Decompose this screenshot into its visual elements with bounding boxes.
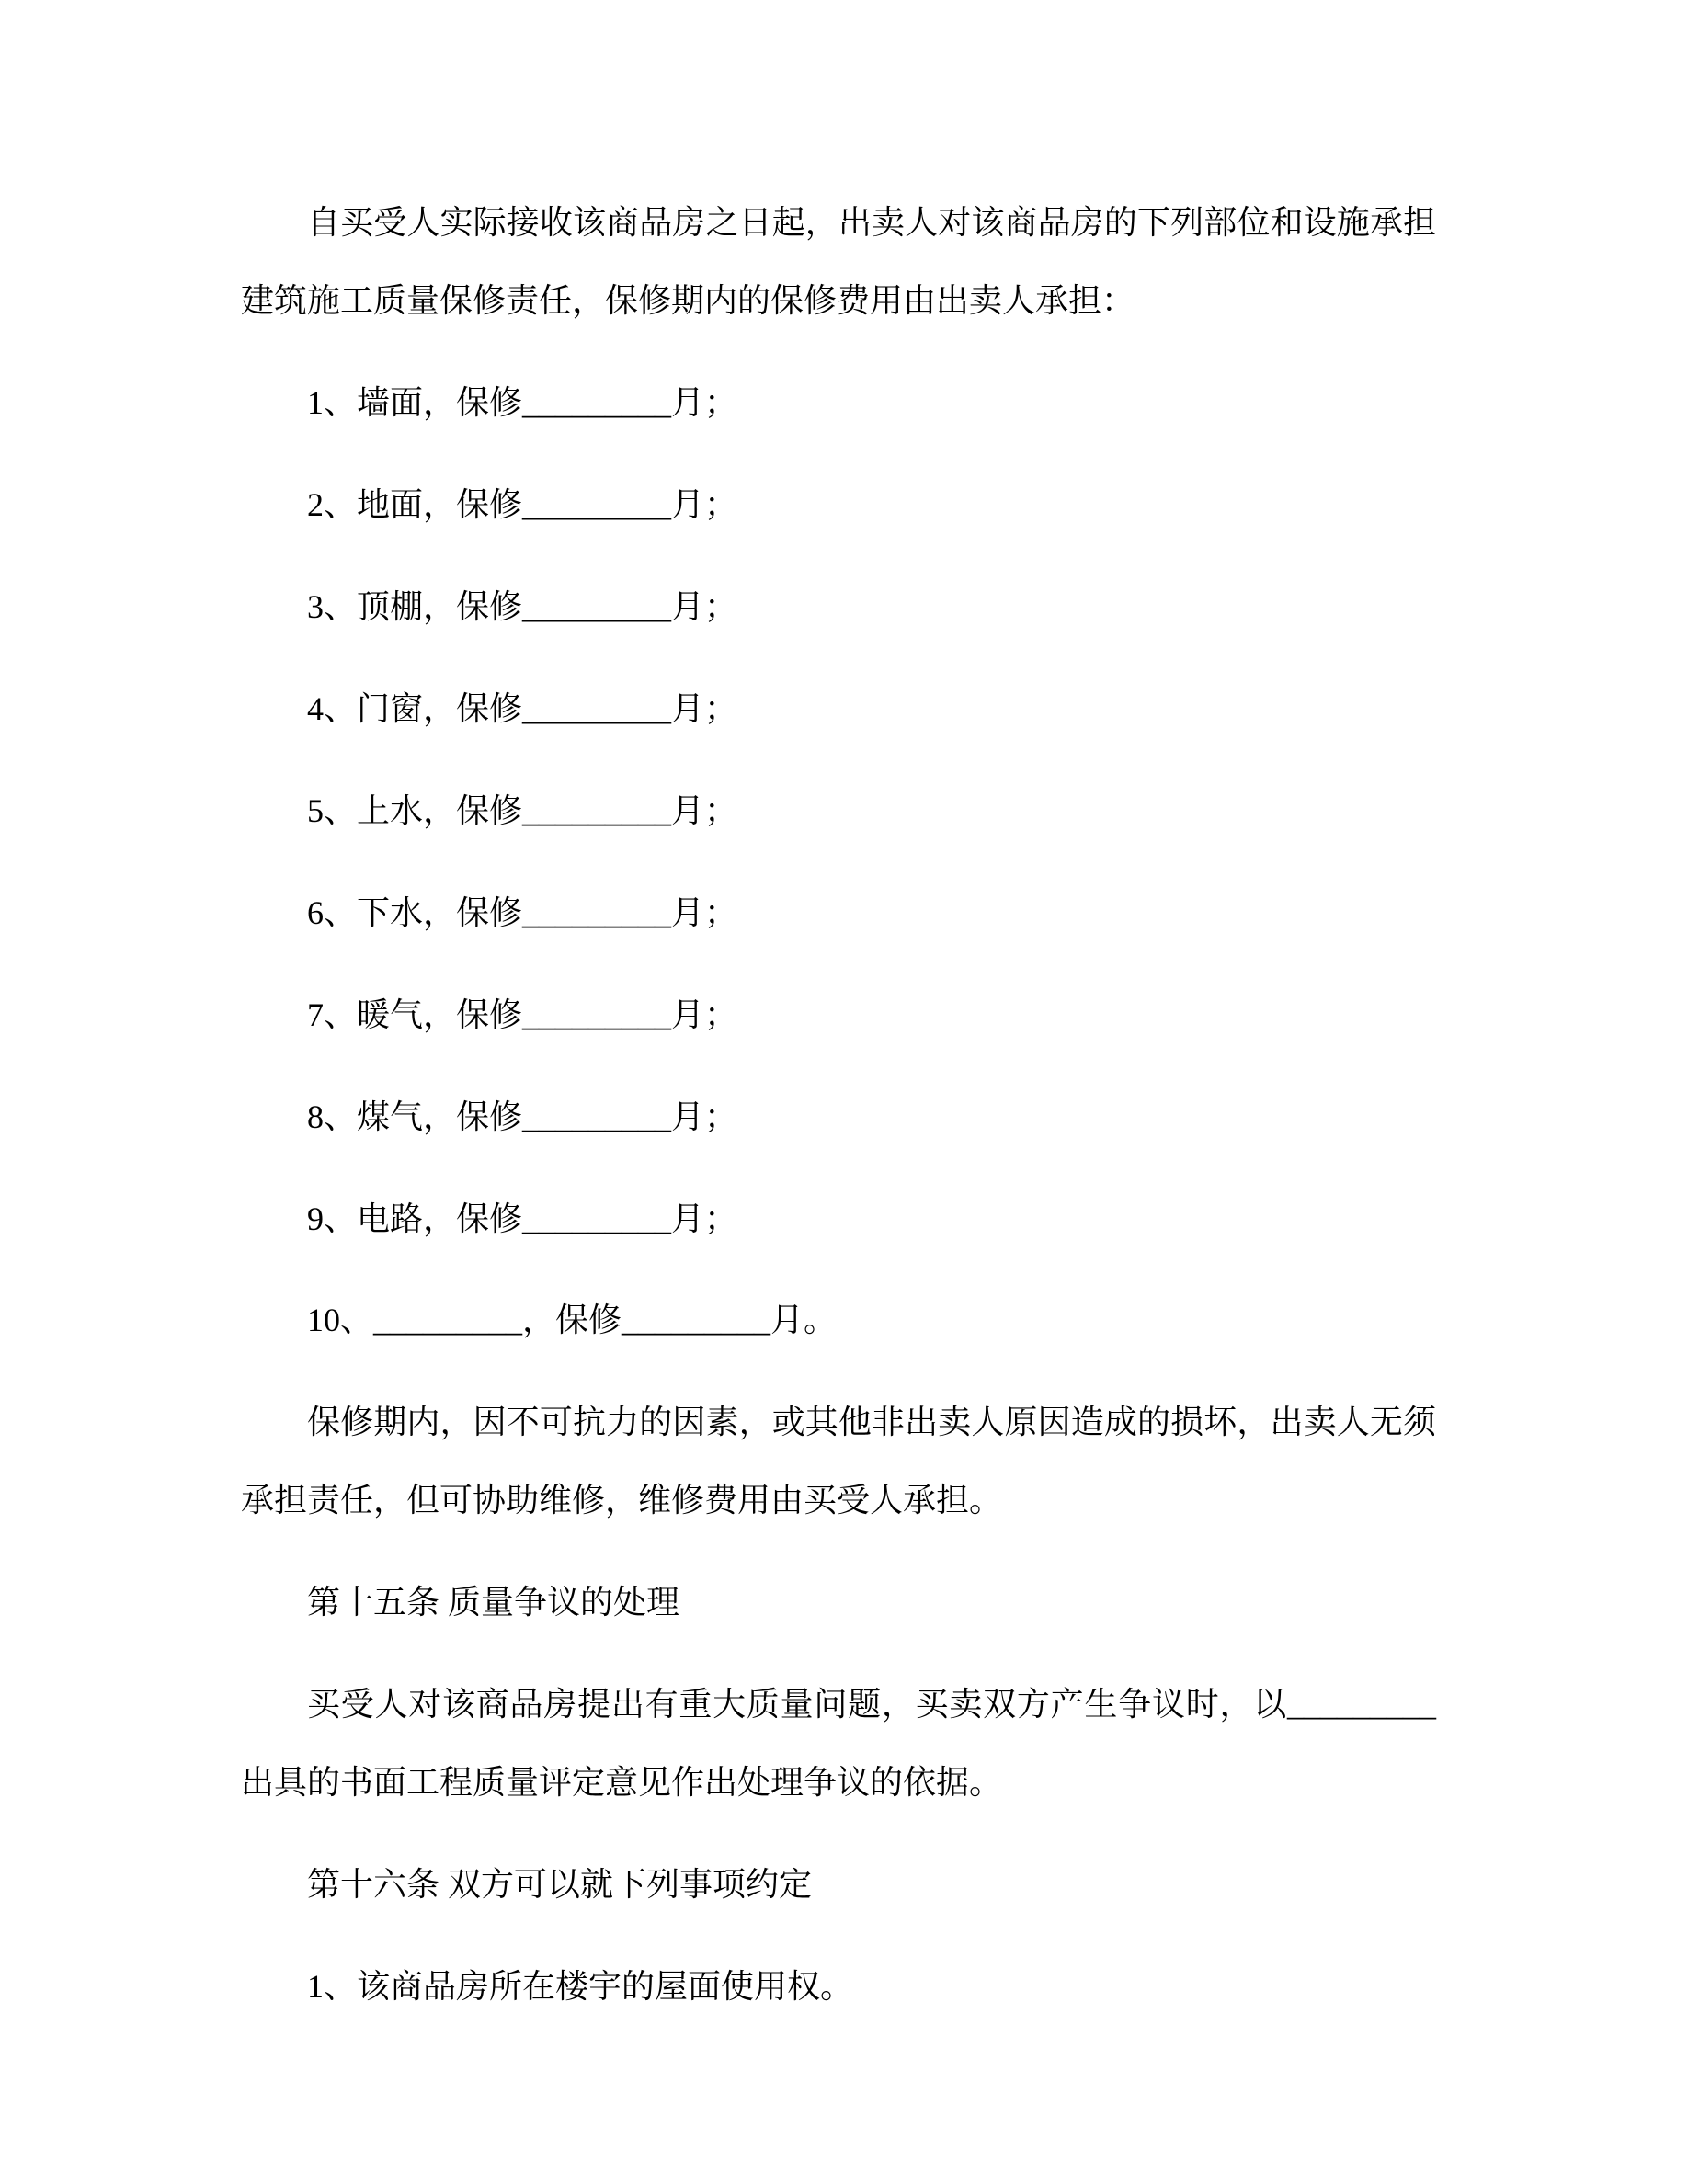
warranty-item-6: 6、下水，保修_________月； [307,893,738,931]
clause-16-item-1: 1、该商品房所在楼宇的屋面使用权。 [307,1968,854,2006]
clause-15-heading: 第十五条 质量争议的处理 [307,1584,680,1621]
warranty-intro-paragraph: 自买受人实际接收该商品房之日起，出卖人对该商品房的下列部位和设施承担建筑施工质量保修责任，保修期内的保修费用由出卖人承担： [241,204,1436,319]
warranty-item-2: 2、地面，保修_________月； [307,485,738,523]
clause-15-paragraph: 买受人对该商品房提出有重大质量问题，买卖双方产生争议时，以_________出具的书面工程质量评定意见作出处理争议的依据。 [241,1686,1436,1802]
warranty-item-7: 7、暖气，保修_________月； [307,995,738,1033]
warranty-item-3: 3、顶棚，保修_________月； [307,587,738,625]
warranty-item-1: 1、墙面，保修_________月； [307,383,738,421]
warranty-item-4: 4、门窗，保修_________月； [307,689,738,727]
warranty-item-10: 10、_________，保修_________月。 [307,1302,838,1339]
warranty-item-5: 5、上水，保修_________月； [307,791,738,829]
force-majeure-paragraph: 保修期内，因不可抗力的因素，或其他非出卖人原因造成的损坏，出卖人无须承担责任，但可协助维修，维修费用由买受人承担。 [241,1404,1436,1519]
warranty-item-9: 9、电路，保修_________月； [307,1200,738,1237]
clause-16-heading: 第十六条 双方可以就下列事项约定 [307,1866,813,1904]
warranty-item-8: 8、煤气，保修_________月； [307,1098,738,1135]
